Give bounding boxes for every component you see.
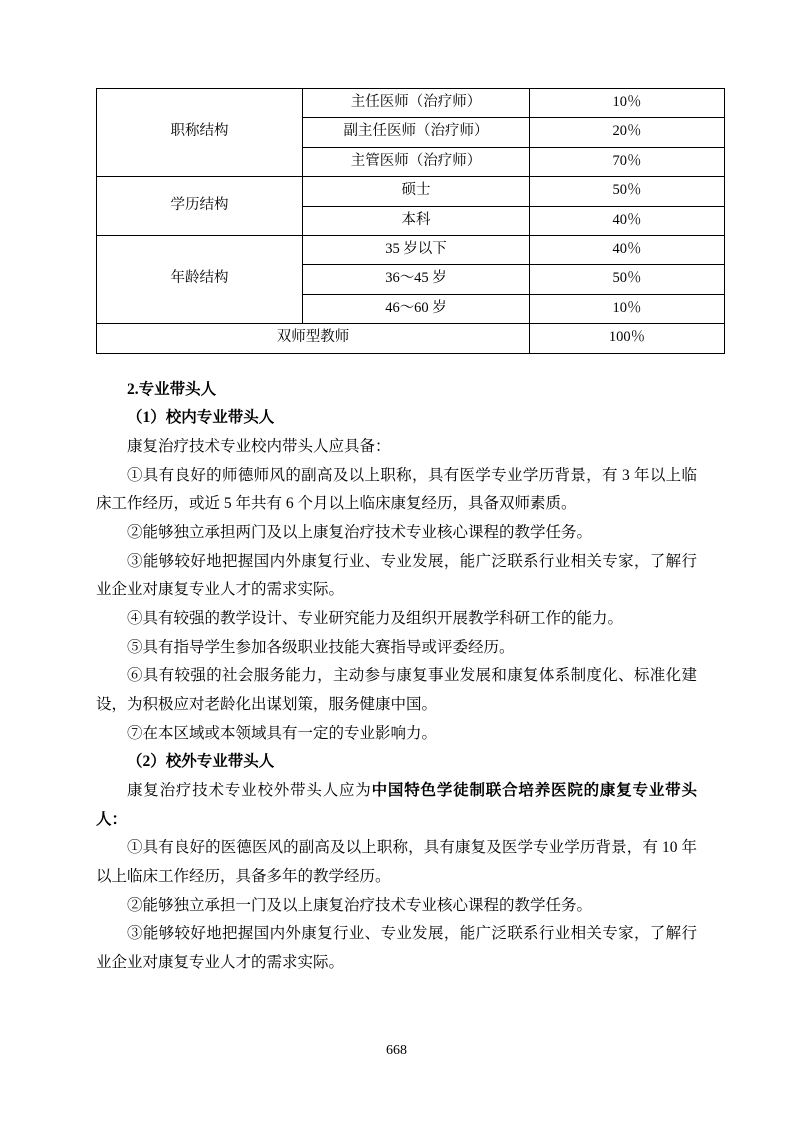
table-cell-item: 36～45 岁 bbox=[303, 265, 530, 294]
table-cell-value: 40％ bbox=[530, 235, 725, 264]
external-item-3: ③能够较好地把握国内外康复行业、专业发展，能广泛联系行业相关专家，了解行业企业对康复专业人才的需求实际。 bbox=[96, 925, 697, 971]
external-lead-bold: 中国特色学徒制联合培养医院的康复专业带头人： bbox=[96, 781, 697, 828]
subsection-heading-internal: （1）校内专业带头人 bbox=[127, 409, 275, 427]
internal-item-4: ④具有较强的教学设计、专业研究能力及组织开展教学科研工作的能力。 bbox=[127, 609, 624, 627]
table-cell-category: 年龄结构 bbox=[97, 235, 303, 323]
internal-lead-text: 康复治疗技术专业校内带头人应具备： bbox=[127, 437, 391, 455]
internal-item-3: ③能够较好地把握国内外康复行业、专业发展，能广泛联系行业相关专家，了解行业企业对康复专业人才的需求实际。 bbox=[96, 552, 697, 599]
section-heading: 2.专业带头人 bbox=[127, 380, 217, 398]
table-cell-item: 主任医师（治疗师） bbox=[303, 89, 530, 118]
table-row bbox=[97, 177, 725, 206]
table-cell-category: 职称结构 bbox=[97, 89, 303, 177]
table-cell-value: 40％ bbox=[530, 206, 725, 235]
external-item-1: ①具有良好的医德医风的副高及以上职称，具有康复及医学专业学历背景，有 10 年以上临床工作经历，具备多年的教学经历。 bbox=[96, 839, 697, 885]
subsection-heading-external: （2）校外专业带头人 bbox=[127, 753, 275, 771]
table-cell-item: 46～60 岁 bbox=[303, 294, 530, 323]
table-cell-item: 副主任医师（治疗师） bbox=[303, 118, 530, 147]
page-number: 668 bbox=[386, 1043, 407, 1058]
teacher-structure-table bbox=[96, 88, 725, 354]
internal-item-6: ⑥具有较强的社会服务能力，主动参与康复事业发展和康复体系制度化、标准化建设，为积极应对老龄化出谋划策，服务健康中国。 bbox=[96, 667, 697, 713]
table-cell-value: 50％ bbox=[530, 265, 725, 294]
spacer bbox=[96, 354, 697, 376]
external-item-2: ②能够独立承担一门及以上康复治疗技术专业核心课程的教学任务。 bbox=[127, 896, 593, 914]
table-row bbox=[97, 235, 725, 264]
table-cell-value: 10％ bbox=[530, 89, 725, 118]
table-cell-value: 100％ bbox=[530, 324, 725, 353]
external-lead-prefix: 康复治疗技术专业校外带头人应为 bbox=[127, 781, 372, 799]
internal-item-1: ①具有良好的师德师风的副高及以上职称，具有医学专业学历背景，有 3 年以上临床工作经历，或近 5 年共有 6 个月以上临床康复经历，具备双师素质。 bbox=[96, 466, 697, 513]
internal-item-2: ②能够独立承担两门及以上康复治疗技术专业核心课程的教学任务。 bbox=[127, 523, 593, 541]
table-cell-item: 本科 bbox=[303, 206, 530, 235]
table-cell-item: 主管医师（治疗师） bbox=[303, 147, 530, 176]
internal-item-5: ⑤具有指导学生参加各级职业技能大赛指导或评委经历。 bbox=[127, 638, 515, 656]
table-cell-item: 35 岁以下 bbox=[303, 235, 530, 264]
table-cell-item: 硕士 bbox=[303, 177, 530, 206]
internal-item-7: ⑦在本区域或本领域具有一定的专业影响力。 bbox=[127, 724, 438, 742]
table-cell-value: 50％ bbox=[530, 177, 725, 206]
table-cell-value: 20％ bbox=[530, 118, 725, 147]
table-cell-category: 学历结构 bbox=[97, 177, 303, 236]
table-cell-category: 双师型教师 bbox=[97, 324, 530, 353]
table-cell-value: 70％ bbox=[530, 147, 725, 176]
table-row bbox=[97, 89, 725, 118]
external-lead-text bbox=[96, 777, 697, 834]
table-cell-value: 10％ bbox=[530, 294, 725, 323]
table-row bbox=[97, 324, 725, 353]
